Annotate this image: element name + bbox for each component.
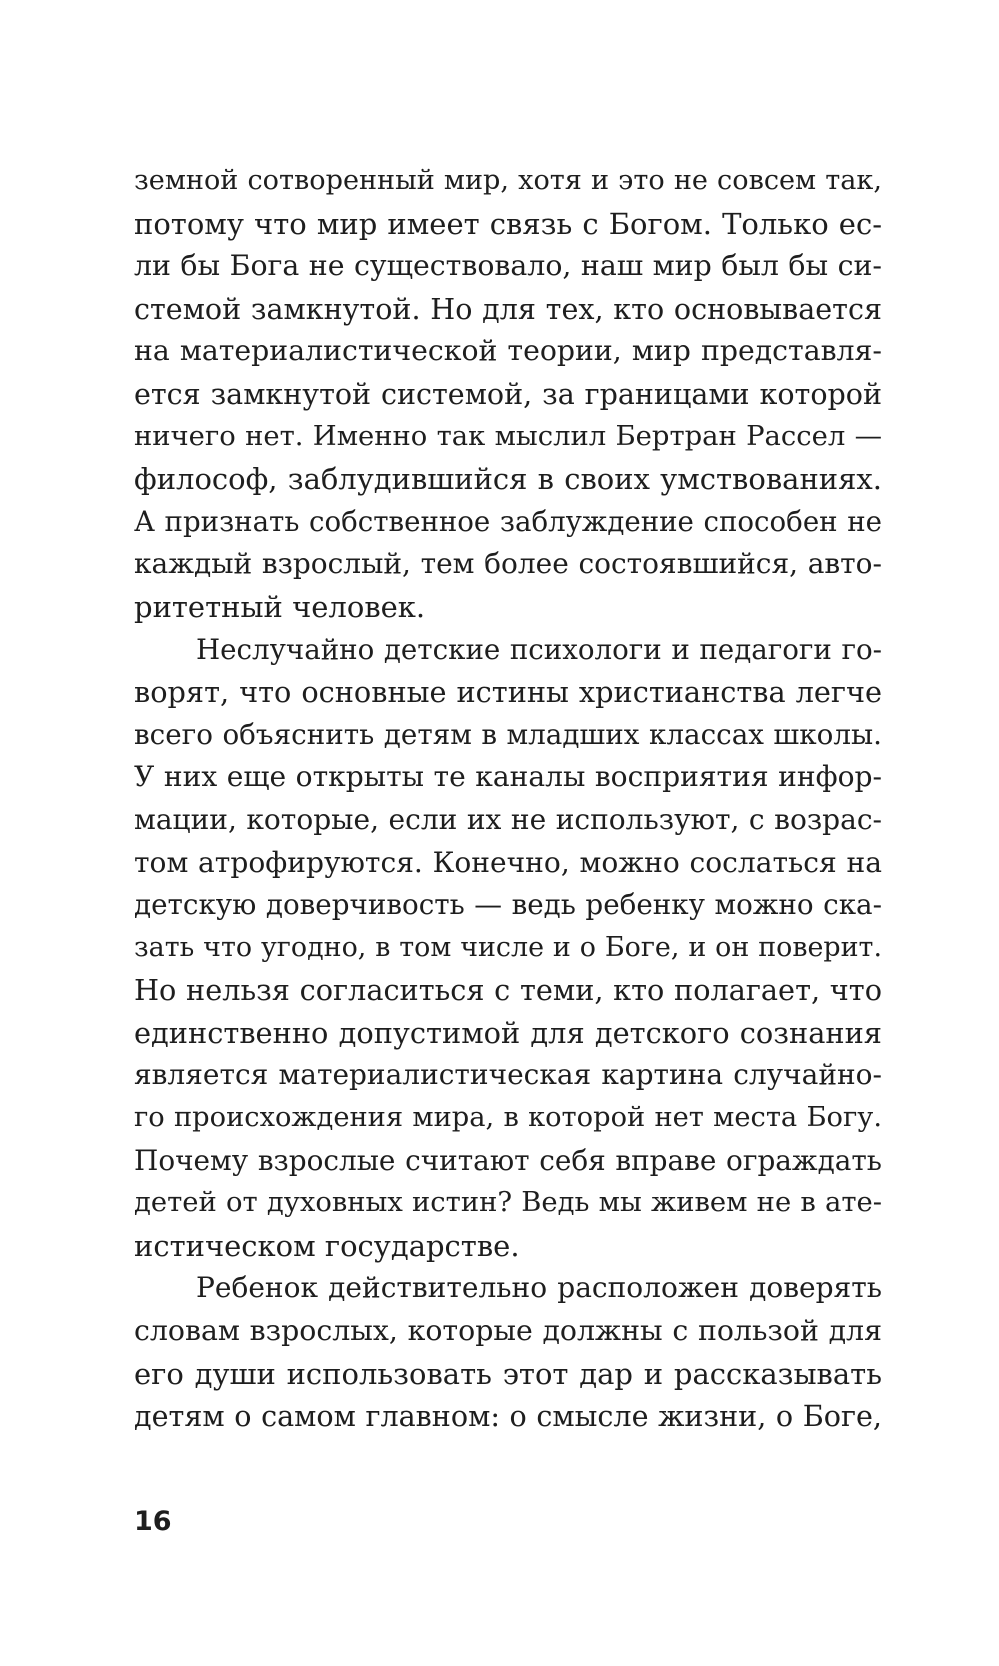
text-line: том атрофируются. Конечно, можно сослаться на — [134, 845, 882, 879]
text-line: детскую доверчивость — ведь ребенку можно ска- — [134, 888, 882, 922]
text-line: детей от духовных истин? Ведь мы живем не в ате- — [134, 1187, 882, 1219]
page-number: 16 — [134, 1506, 172, 1537]
text-line: У них еще открыты те каналы восприятия инфор- — [134, 760, 882, 794]
text-line: ворят, что основные истины христианства легче — [134, 675, 882, 710]
text-line: Ребенок действительно расположен доверять — [196, 1271, 882, 1305]
text-line: мации, которые, если их не используют, с возрас- — [134, 802, 882, 836]
text-line: философ, заблудившийся в своих умствованиях. — [134, 462, 882, 497]
body-text — [134, 160, 882, 1438]
text-line: ется замкнутой системой, за границами которой — [134, 376, 882, 411]
text-line: ли бы Бога не существовало, наш мир был бы си- — [134, 249, 882, 283]
text-line: на материалистической теории, мир представля- — [134, 334, 882, 368]
text-line: единственно допустимой для детского сознания — [134, 1015, 882, 1050]
text-line: ничего нет. Именно так мыслил Бертран Рассел — — [134, 420, 882, 452]
text-line: всего объяснить детям в младших классах школы. — [134, 717, 882, 751]
text-line: словам взрослых, которые должны с пользой для — [134, 1314, 882, 1348]
text-line: го происхождения мира, в которой нет места Богу. — [134, 1102, 882, 1134]
text-line: ритетный человек. — [134, 589, 426, 624]
text-line: стемой замкнутой. Но для тех, кто основывается — [134, 291, 882, 326]
text-line: детям о самом главном: о смысле жизни, о Боге, — [134, 1399, 882, 1434]
text-line: потому что мир имеет связь с Богом. Только ес- — [134, 206, 882, 241]
text-line: зать что угодно, в том числе и о Боге, и он поверит. — [134, 931, 882, 963]
text-line: истическом государстве. — [134, 1228, 520, 1263]
text-line: Неслучайно детские психологи и педагоги го- — [196, 632, 882, 666]
text-line: земной сотворенный мир, хотя и это не совсем так, — [134, 165, 882, 196]
text-line: Но нельзя согласиться с теми, кто полагает, что — [134, 973, 882, 1008]
text-line: каждый взрослый, тем более состоявшийся, авто- — [134, 547, 882, 581]
text-line: его души использовать этот дар и рассказывать — [134, 1356, 882, 1391]
text-line: Почему взрослые считают себя вправе ограждать — [134, 1143, 882, 1177]
text-line: А признать собственное заблуждение способен не — [134, 504, 882, 538]
text-line: является материалистическая картина случайно- — [134, 1058, 882, 1092]
